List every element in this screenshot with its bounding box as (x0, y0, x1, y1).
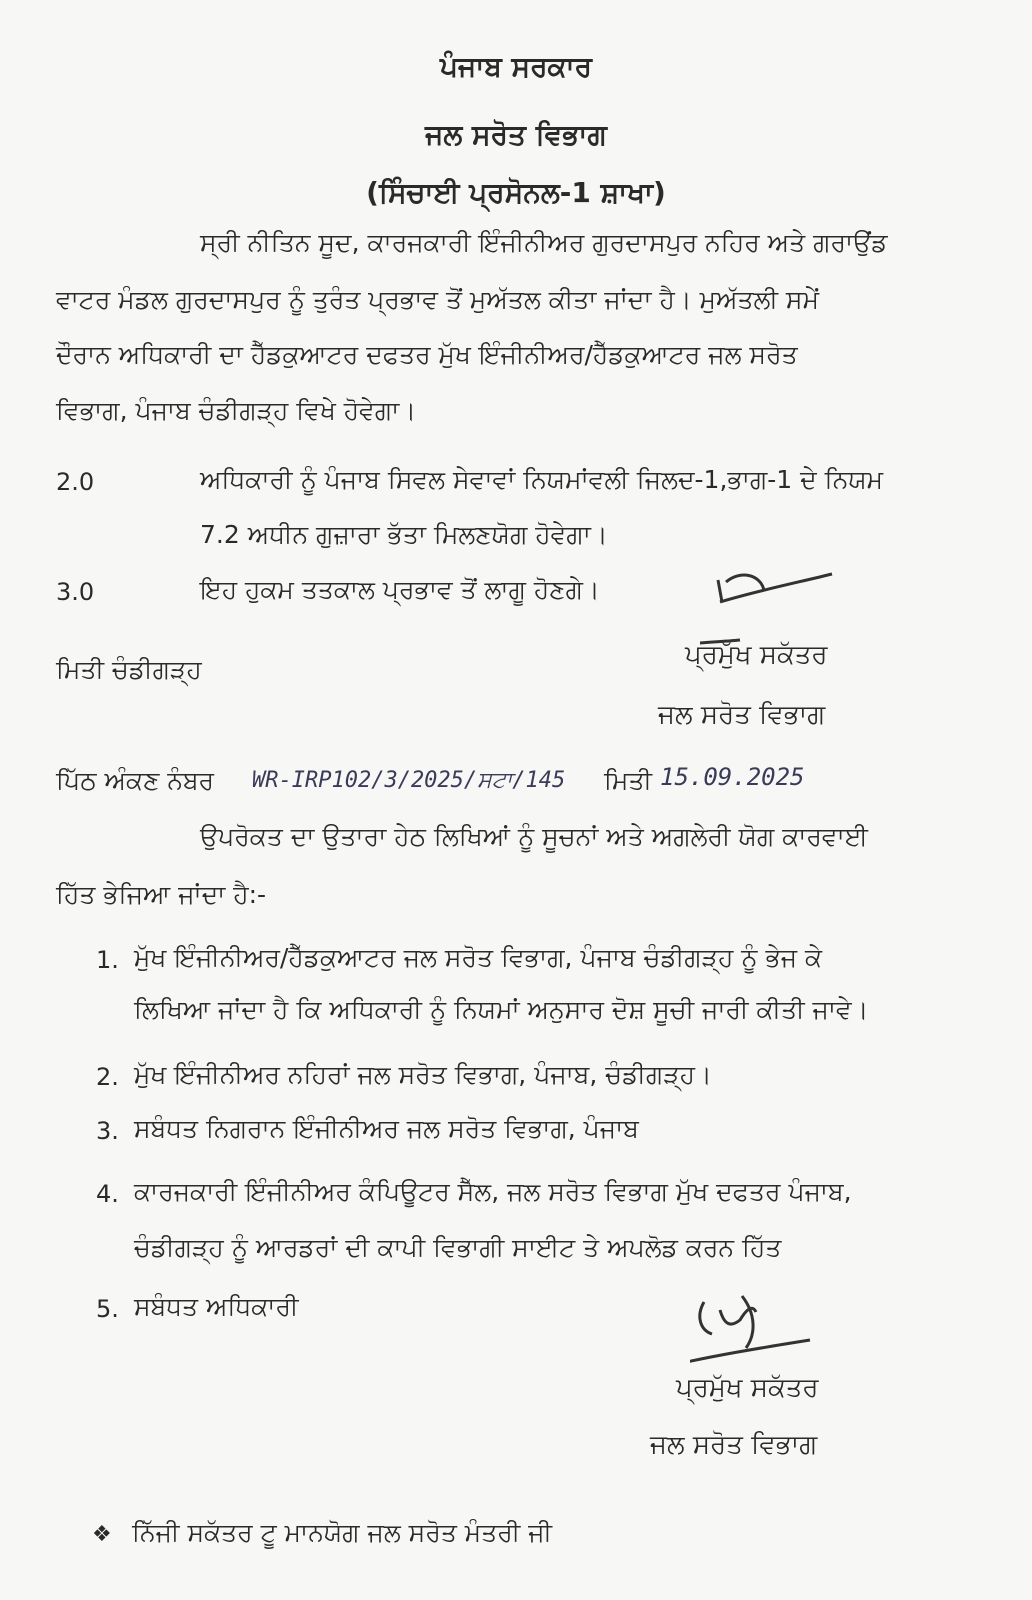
item3-text: ਇਹ ਹੁਕਮ ਤਤਕਾਲ ਪ੍ਰਭਾਵ ਤੋਂ ਲਾਗੂ ਹੋਣਗੇ। (200, 575, 600, 604)
signatory-title-2: ਪ੍ਰਮੁੱਖ ਸਕੱਤਰ (676, 1373, 819, 1403)
para1-line1: ਸ੍ਰੀ ਨੀਤਿਨ ਸੂਦ, ਕਾਰਜਕਾਰੀ ਇੰਜੀਨੀਅਰ ਗੁਰਦਾਸਪੁਰ ਨਹਿਰ ਅਤੇ ਗਰਾਉਂਡ (200, 228, 888, 257)
endorsement-date-label: ਮਿਤੀ (604, 766, 653, 795)
item3-number: 3.0 (56, 578, 95, 606)
recipient-1-line2: ਲਿਖਿਆ ਜਾਂਦਾ ਹੈ ਕਿ ਅਧਿਕਾਰੀ ਨੂੰ ਨਿਯਮਾਂ ਅਨੁਸਾਰ ਦੋਸ਼ ਸੂਚੀ ਜਾਰੀ ਕੀਤੀ ਜਾਵੇ। (134, 995, 869, 1024)
item2-line2: 7.2 ਅਧੀਨ ਗੁਜ਼ਾਰਾ ਭੱਤਾ ਮਿਲਣਯੋਗ ਹੋਵੇਗਾ। (200, 520, 608, 549)
endorsement-intro-line1: ਉਪਰੋਕਤ ਦਾ ਉਤਾਰਾ ਹੇਠ ਲਿਖਿਆਂ ਨੂੰ ਸੂਚਨਾਂ ਅਤੇ ਅਗਲੇਰੀ ਯੋਗ ਕਾਰਵਾਈ (200, 822, 868, 851)
recipient-1-number: 1. (96, 946, 119, 974)
signatory-dept-1: ਜਲ ਸਰੋਤ ਵਿਭਾਗ (658, 700, 826, 730)
recipient-2-number: 2. (96, 1063, 119, 1091)
endorsement-number: WR-IRP102/3/2025/ਸਟਾ/145 (252, 768, 566, 793)
recipient-3-number: 3. (96, 1117, 119, 1145)
header-government: ਪੰਜਾਬ ਸਰਕਾਰ (439, 50, 593, 83)
signatory-dept-2: ਜਲ ਸਰੋਤ ਵਿਭਾਗ (650, 1430, 818, 1460)
signature-scribble-2 (690, 1290, 820, 1380)
recipient-2-line1: ਮੁੱਖ ਇੰਜੀਨੀਅਰ ਨਹਿਰਾਂ ਜਲ ਸਰੋਤ ਵਿਭਾਗ, ਪੰਜਾਬ, ਚੰਡੀਗੜ੍ਹ। (134, 1060, 712, 1089)
endorsement-date: 15.09.2025 (660, 763, 805, 791)
para1-line4: ਵਿਭਾਗ, ਪੰਜਾਬ ਚੰਡੀਗੜ੍ਹ ਵਿਖੇ ਹੋਵੇਗਾ। (56, 396, 417, 425)
diamond-bullet-icon: ❖ (92, 1522, 112, 1547)
recipient-1-line1: ਮੁੱਖ ਇੰਜੀਨੀਅਰ/ਹੈੱਡਕੁਆਟਰ ਜਲ ਸਰੋਤ ਵਿਭਾਗ, ਪੰਜਾਬ ਚੰਡੀਗੜ੍ਹ ਨੂੰ ਭੇਜ ਕੇ (134, 943, 823, 972)
signatory-title-1: ਪ੍ਰਮੁੱਖ ਸਕੱਤਰ (685, 640, 828, 670)
para1-line3: ਦੌਰਾਨ ਅਧਿਕਾਰੀ ਦਾ ਹੈੱਡਕੁਆਟਰ ਦਫਤਰ ਮੁੱਖ ਇੰਜੀਨੀਅਰ/ਹੈੱਡਕੁਆਟਰ ਜਲ ਸਰੋਤ (56, 340, 798, 369)
footer-copy-to: ਨਿੱਜੀ ਸਕੱਤਰ ਟੂ ਮਾਨਯੋਗ ਜਲ ਸਰੋਤ ਮੰਤਰੀ ਜੀ (132, 1518, 553, 1547)
recipient-4-line1: ਕਾਰਜਕਾਰੀ ਇੰਜੀਨੀਅਰ ਕੰਪਿਊਟਰ ਸੈੱਲ, ਜਲ ਸਰੋਤ ਵਿਭਾਗ ਮੁੱਖ ਦਫਤਰ ਪੰਜਾਬ, (134, 1177, 852, 1206)
item2-line1: ਅਧਿਕਾਰੀ ਨੂੰ ਪੰਜਾਬ ਸਿਵਲ ਸੇਵਾਵਾਂ ਨਿਯਮਾਂਵਲੀ ਜਿਲਦ-1,ਭਾਗ-1 ਦੇ ਨਿਯਮ (200, 465, 884, 494)
para1-line2: ਵਾਟਰ ਮੰਡਲ ਗੁਰਦਾਸਪੁਰ ਨੂੰ ਤੁਰੰਤ ਪ੍ਰਭਾਵ ਤੋਂ ਮੁਅੱਤਲ ਕੀਤਾ ਜਾਂਦਾ ਹੈ। ਮੁਅੱਤਲੀ ਸਮੇਂ (56, 285, 820, 314)
recipient-3-line1: ਸਬੰਧਤ ਨਿਗਰਾਨ ਇੰਜੀਨੀਅਰ ਜਲ ਸਰੋਤ ਵਿਭਾਗ, ਪੰਜਾਬ (134, 1114, 639, 1143)
header-department: ਜਲ ਸਰੋਤ ਵਿਭਾਗ (425, 118, 607, 151)
item2-number: 2.0 (56, 468, 95, 496)
place-label: ਮਿਤੀ ਚੰਡੀਗੜ੍ਹ (56, 655, 202, 684)
recipient-4-line2: ਚੰਡੀਗੜ੍ਹ ਨੂੰ ਆਰਡਰਾਂ ਦੀ ਕਾਪੀ ਵਿਭਾਗੀ ਸਾਈਟ ਤੇ ਅਪਲੋਡ ਕਰਨ ਹਿੱਤ (134, 1233, 782, 1262)
recipient-5-line1: ਸਬੰਧਤ ਅਧਿਕਾਰੀ (134, 1292, 299, 1321)
header-branch: (ਸਿੰਚਾਈ ਪ੍ਰਸੋਨਲ-1 ਸ਼ਾਖਾ) (366, 176, 666, 209)
endorsement-label: ਪਿੱਠ ਅੰਕਣ ਨੰਬਰ (56, 766, 215, 795)
recipient-5-number: 5. (96, 1295, 119, 1323)
recipient-4-number: 4. (96, 1180, 119, 1208)
endorsement-intro-line2: ਹਿੱਤ ਭੇਜਿਆ ਜਾਂਦਾ ਹੈ:- (56, 880, 267, 909)
